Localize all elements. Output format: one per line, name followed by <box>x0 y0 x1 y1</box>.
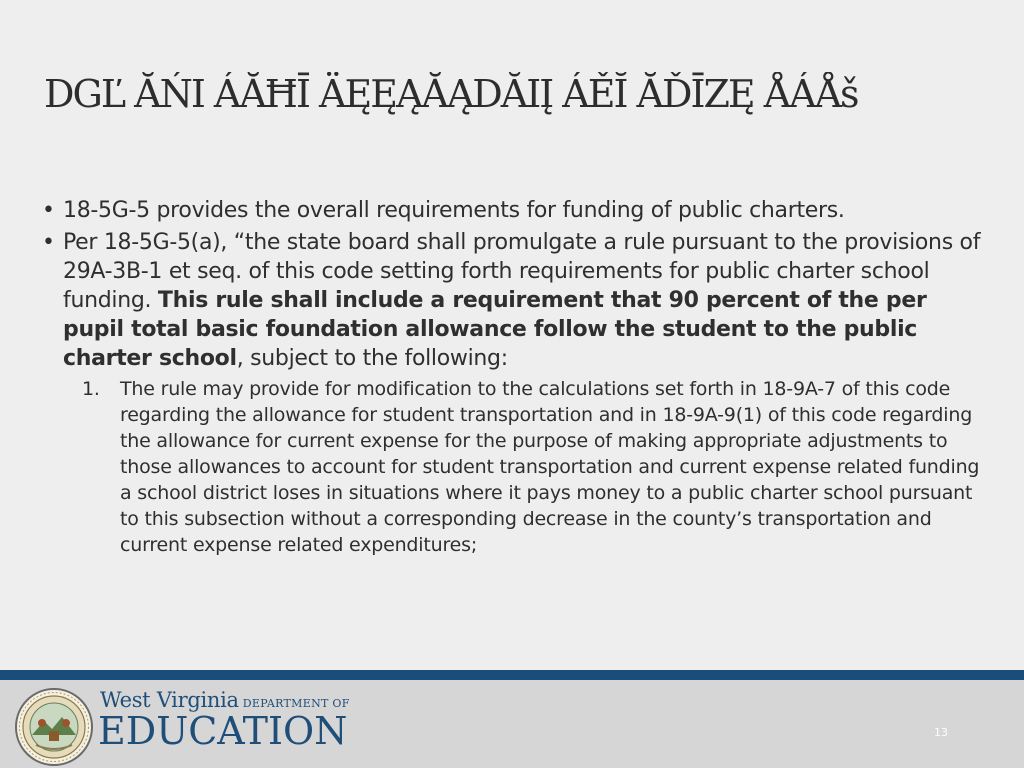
bullet-marker: • <box>42 198 55 223</box>
logo-department-label: DEPARTMENT OF <box>242 697 350 710</box>
numbered-item <box>82 376 986 558</box>
state-seal-icon <box>14 687 94 767</box>
logo-education-label: EDUCATION <box>98 709 348 753</box>
bullet-bold-text: This rule shall include a requirement that 90 percent of the per pupil total basic foundation allowance follow the student to the public charter school <box>63 288 927 371</box>
bullet-text: 18-5G-5 provides the overall requirements for funding of public charters. <box>63 198 845 223</box>
bullet-item <box>42 196 986 225</box>
footer-divider-bar <box>0 670 1024 680</box>
footer <box>0 680 1024 768</box>
bullet-text: Per 18-5G-5(a), “the state board shall promulgate a rule pursuant to the provisions of 29A-3B-1 et seq. of this code setting forth requirements for public charter school funding. <box>63 230 981 313</box>
numbered-item-text: The rule may provide for modification to the calculations set forth in 18-9A-7 of this code regarding the allowance for student transportation and in 18-9A-9(1) of this code regarding the allowance for current expense for the purpose of making appropriate adjustments to those allowances to account for student transportation and current expense related funding a school district loses in situations where it pays money to a public charter school pursuant to this subsection without a corresponding decrease in the county’s transportation and current expense related expenditures; <box>120 378 980 556</box>
bullet-marker: • <box>42 230 55 255</box>
logo-state-name: West Virginia <box>100 688 239 712</box>
wvde-logo <box>100 688 360 752</box>
item-number: 1. <box>82 378 100 400</box>
bullet-item <box>42 228 986 373</box>
slide-body <box>42 196 986 558</box>
slide-title: DGĽ ĂŃI ÁĂĦĪ ÄĘĘĄĂĄDẮIĮ ÁĚĬ ĂĎĪZĘ ÅÁÅš <box>44 72 858 116</box>
bullet-text-end: , subject to the following: <box>236 346 508 371</box>
page-number: 13 <box>934 726 948 739</box>
